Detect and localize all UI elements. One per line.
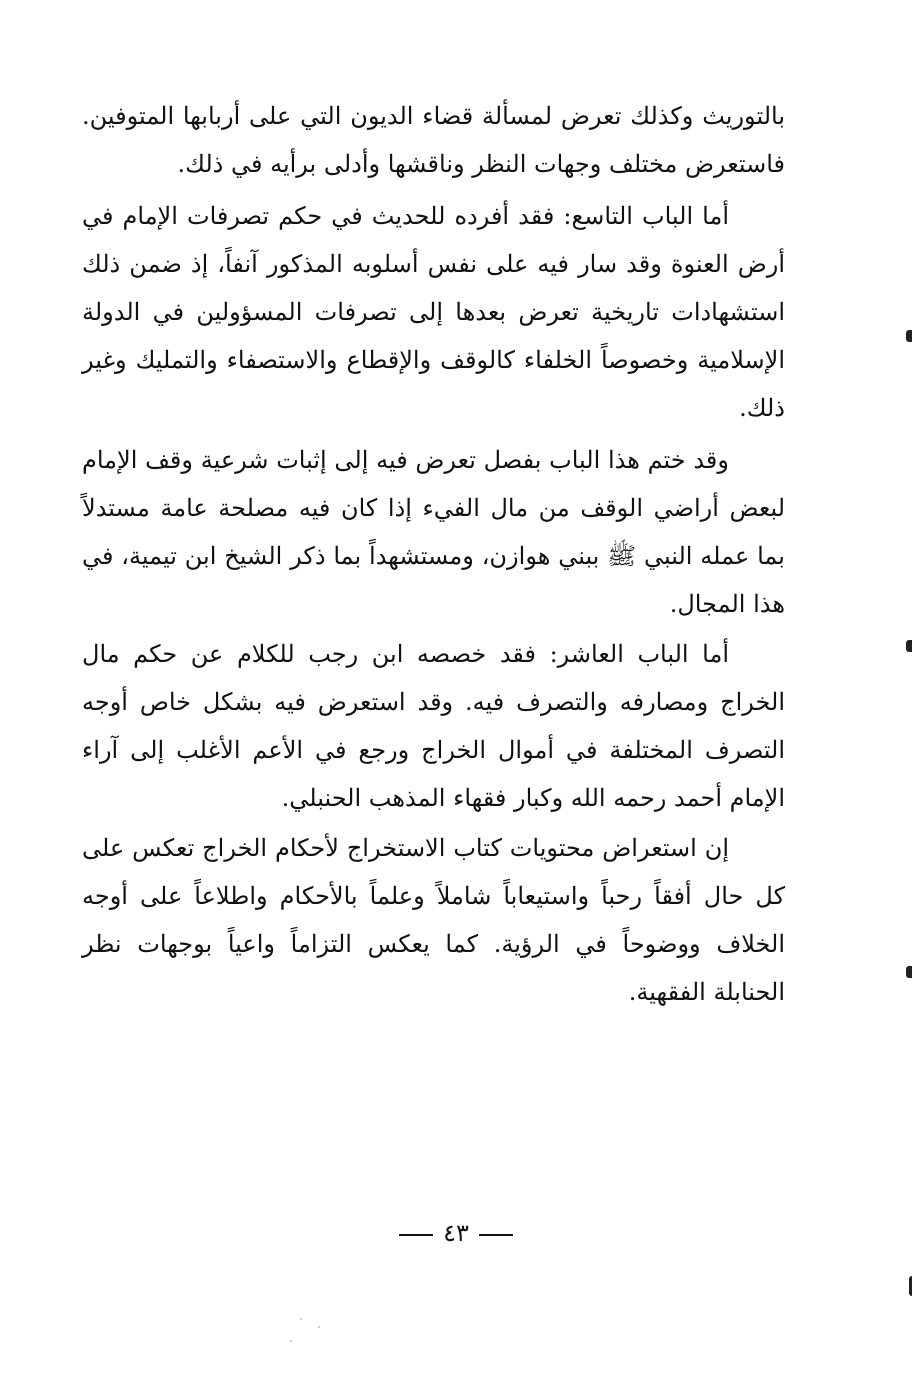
paragraph-4-text: أما الباب العاشر: فقد خصصه ابن رجب للكلام عن حكم مال الخراج ومصارفه والتصرف فيه. وقد استعرض فيه بشكل خاص أوجه التصرف المختلفة في أموال الخراج ورجع في الأعم الأغلب إلى آراء الإمام أحمد رحمه الله وكبار فقهاء المذهب الحنبلي.	[82, 640, 785, 812]
paragraph-5	[82, 824, 785, 1016]
paragraph-4	[82, 630, 785, 822]
scan-speck	[290, 1340, 292, 1342]
paragraph-1-text: بالتوريث وكذلك تعرض لمسألة قضاء الديون التي على أربابها المتوفين. فاستعرض مختلف وجهات النظر وناقشها وأدلى برأيه في ذلك.	[82, 102, 785, 178]
page-number	[0, 1218, 912, 1248]
paragraph-2-text: أما الباب التاسع: فقد أفرده للحديث في حكم تصرفات الإمام في أرض العنوة وقد سار فيه على نفس أسلوبه المذكور آنفاً، إذ ضمن ذلك استشهادات تاريخية تعرض بعدها إلى تصرفات المسؤولين في الدولة الإسلامية وخصوصاً الخلفاء كالوقف والإقطاع والاستصفاء والتمليك وغير ذلك.	[82, 202, 785, 422]
paragraph-5-text: إن استعراض محتويات كتاب الاستخراج لأحكام الخراج تعكس على كل حال أفقاً رحباً واستيعاباً شاملاً وعلماً بالأحكام واطلاعاً على أوجه الخلاف ووضوحاً في الرؤية. كما يعكس التزاماً واعياً بوجهات نظر الحنابلة الفقهية.	[82, 834, 785, 1006]
binding-mark	[906, 640, 912, 652]
paragraph-1	[82, 92, 785, 188]
page-number-dash-right	[399, 1234, 433, 1236]
paragraph-3-text: وقد ختم هذا الباب بفصل تعرض فيه إلى إثبات شرعية وقف الإمام لبعض أراضي الوقف من مال الفيء إذا كان فيه مصلحة عامة مستدلاً بما عمله النبي ﷺ ببني هوازن، ومستشهداً بما ذكر الشيخ ابن تيمية، في هذا المجال.	[82, 446, 785, 618]
scan-speck	[300, 1318, 302, 1320]
page-number-value: ٤٣	[443, 1219, 469, 1247]
binding-mark	[906, 330, 912, 342]
scan-speck	[318, 1326, 320, 1328]
page-number-dash-left	[479, 1234, 513, 1236]
binding-mark	[906, 966, 912, 978]
paragraph-2	[82, 192, 785, 432]
paragraph-3	[82, 436, 785, 628]
